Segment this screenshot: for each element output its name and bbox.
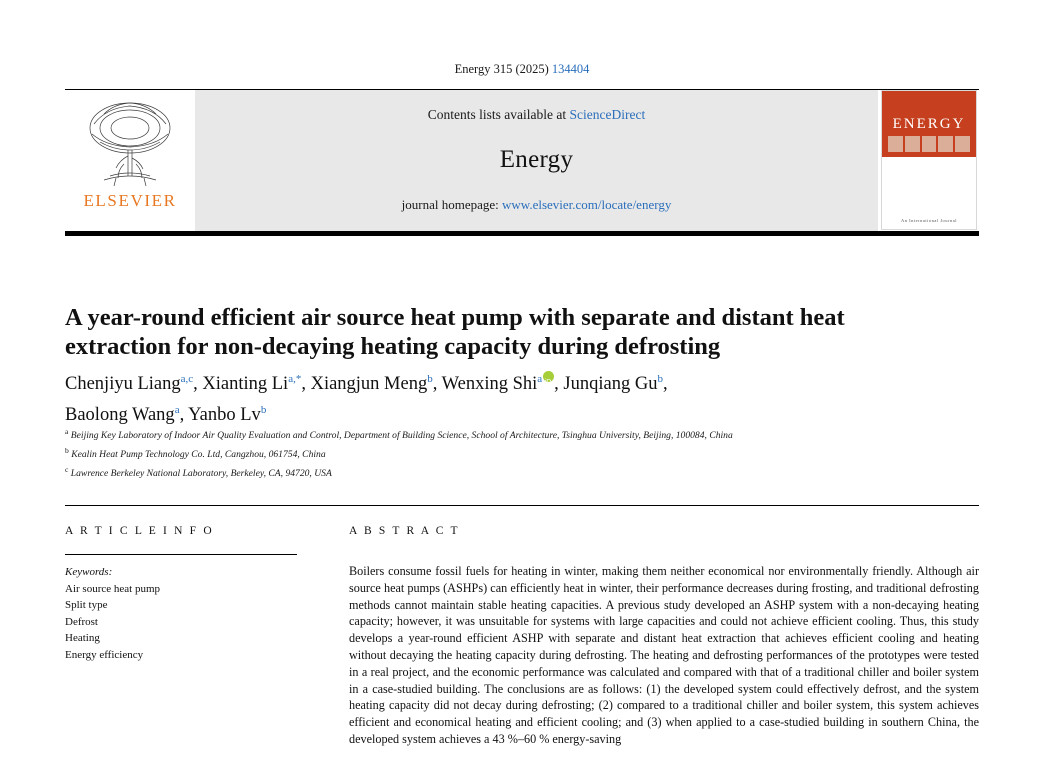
homepage-prefix: journal homepage: (401, 197, 499, 212)
elsevier-wordmark: ELSEVIER (83, 191, 177, 210)
affiliation-item (65, 463, 865, 482)
masthead-bottom-rule (65, 231, 979, 236)
author-affiliation-mark: b (657, 373, 663, 385)
affiliation-text: Lawrence Berkeley National Laboratory, Berkeley, CA, 94720, USA (70, 467, 332, 479)
running-head (0, 62, 1044, 77)
author-affiliation-mark: a,* (288, 373, 302, 385)
elsevier-logo (65, 90, 195, 231)
homepage-line (402, 197, 672, 213)
author-name: Xiangjun Meng (310, 374, 428, 395)
orcid-icon[interactable] (543, 371, 554, 382)
elsevier-tree-icon (70, 94, 190, 190)
author-name: Junqiang Gu (563, 374, 658, 395)
running-head-volume: Energy 315 (2025) (454, 62, 549, 76)
author-affiliation-mark: b (427, 373, 433, 385)
article-info-column (65, 525, 300, 664)
author-name: Xianting Li (202, 374, 289, 395)
affiliation-item (65, 444, 865, 463)
affiliation-item (65, 425, 865, 444)
author-affiliation-mark: b (260, 404, 267, 417)
article-info-heading: A R T I C L E I N F O (65, 525, 214, 537)
affiliation-mark: a (65, 427, 69, 436)
keywords-heading: Keywords: (65, 566, 113, 578)
journal-cover-image (881, 90, 977, 230)
cover-title: ENERGY (892, 115, 966, 132)
abstract-heading: A B S T R A C T (349, 525, 460, 537)
affiliation-text: Kealin Heat Pump Technology Co. Ltd, Cangzhou, 061754, China (71, 448, 326, 460)
masthead-center (195, 90, 878, 231)
abstract-text: Boilers consume fossil fuels for heating in winter, making them neither economical nor environmentally friendly. Although air source heat pumps (ASHPs) can efficiently heat in winter, their performance decreases during frosting, and traditional defrosting methods cannot maintain stable heating capacities. A previous study developed an ASHP system with a non-decaying heating capacity; however, it was unsuitable for systems with large capacities and could not achieve efficient cooling. Thus, this study develops a year-round efficient ASHP with separate and distant heat extraction that achieves efficient cooling and heating without decaying the heating capacity during defrosting. The heating and defrosting performances of the prototypes were tested in a real project, and the economic performance was calculated and compared with that of a traditional chiller and boiler system in a case-studied building. The conclusions are as follows: (1) the developed system could effectively defrost, and the system heating capacity did not decay during defrosting; (2) compared to a traditional chiller and boiler system, this system achieves efficient and economical heating and efficient cooling; and (3) when applied to a case-studied building in southern China, the developed system achieves a 43 %–60 % energy-saving (349, 564, 979, 746)
sciencedirect-link[interactable]: ScienceDirect (569, 107, 646, 122)
section-divider (65, 505, 979, 506)
page-title: A year-round efficient air source heat pump with separate and distant heat extraction for non-decaying heating capacity during defrosting (65, 304, 845, 361)
affiliation-mark: c (65, 464, 69, 474)
author-affiliation-mark: a (537, 373, 543, 385)
affiliation-list (65, 425, 865, 481)
cover-caption: An International Journal (901, 218, 957, 223)
keyword-item: Air source heat pump (65, 582, 160, 595)
article-info-rule (65, 554, 297, 555)
cover-decorative-bars (888, 136, 970, 152)
author-name: Chenjiyu Liang (65, 374, 181, 395)
author-name: Baolong Wang (65, 405, 175, 426)
running-head-article-id[interactable]: 134404 (551, 62, 590, 76)
cover-banner (882, 91, 976, 157)
contents-prefix: Contents lists available at (427, 107, 567, 122)
cover-lower (882, 157, 976, 229)
affiliation-text: Beijing Key Laboratory of Indoor Air Quality Evaluation and Control, Department of Building Science, School of Architecture, Tsinghua University, Beijing, 100084, China (70, 430, 733, 442)
journal-masthead (65, 89, 979, 231)
keyword-item: Defrost (65, 615, 98, 628)
author-name: Yanbo Lv (188, 405, 261, 426)
keyword-item: Split type (65, 599, 108, 612)
journal-name: Energy (499, 146, 574, 173)
journal-homepage-link[interactable]: www.elsevier.com/locate/energy (502, 197, 672, 212)
keyword-item: Energy efficiency (65, 648, 144, 661)
contents-line (428, 107, 645, 123)
author-affiliation-mark: a (174, 404, 180, 417)
author-name: Wenxing Shi (441, 374, 538, 395)
author-list: Chenjiyu Liang$^{a,c}$, Xianting Li$^{a,*}$, Xiangjun Meng$^b$, Wenxing Shi$^a$ iD , Junqiang Gu$^b$, Baolong Wang$^a$, Yanbo Lv$^b$ (65, 366, 895, 428)
abstract-column (349, 525, 979, 748)
journal-cover-thumbnail (878, 90, 979, 231)
keywords-block (65, 564, 300, 664)
author-affiliation-mark: a,c (180, 373, 194, 385)
affiliation-mark: b (65, 445, 69, 455)
keyword-item: Heating (65, 632, 100, 645)
